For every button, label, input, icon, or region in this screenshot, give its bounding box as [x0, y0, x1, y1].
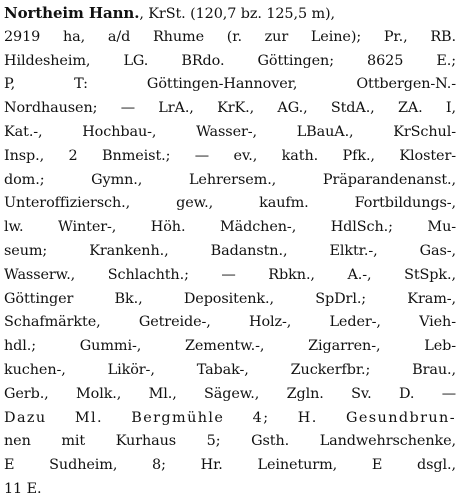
entry-headword: Northeim Hann. [4, 4, 140, 22]
entry-line-16: kuchen-, Likör-, Tabak-, Zuckerfbr.; Brau., [4, 361, 456, 378]
entry-line-4: P, T: Göttingen-Hannover, Ottbergen-N.- [4, 76, 456, 93]
gazetteer-entry [4, 2, 456, 502]
entry-line-6: Kat.-, Hochbau-, Wasser-, LBauA., KrSchul- [4, 123, 456, 140]
entry-line-5: Nordhausen; — LrA., KrK., AG., StdA., ZA. I, [4, 100, 456, 117]
entry-line-8: dom.; Gymn., Lehrersem., Präparandenanst., [4, 171, 456, 188]
entry-line-10: lw. Winter-, Höh. Mädchen-, HdlSch.; Mu- [4, 219, 456, 236]
entry-line-20: E Sudheim, 8; Hr. Leineturm, E dsgl., [4, 457, 456, 474]
entry-line-3: Hildesheim, LG. BRdo. Göttingen; 8625 E.; [4, 52, 456, 69]
entry-line-14: Schafmärkte, Getreide-, Holz-, Leder-, Vieh- [4, 314, 456, 331]
entry-line-17: Gerb., Molk., Ml., Sägew., Zgln. Sv. D. — [4, 385, 456, 402]
entry-line-18: Dazu Ml. Bergmühle 4; H. Gesundbrun- [4, 409, 456, 426]
entry-line-13: Göttinger Bk., Depositenk., SpDrl.; Kram-, [4, 290, 456, 307]
entry-line-1-text: , KrSt. (120,7 bz. 125,5 m), [139, 6, 336, 22]
entry-line-15: hdl.; Gummi-, Zementw.-, Zigarren-, Leb- [4, 338, 456, 355]
entry-line-9: Unteroffiziersch., gew., kaufm. Fortbildungs-, [4, 195, 456, 212]
entry-line-7: Insp., 2 Bnmeist.; — ev., kath. Pfk., Kloster- [4, 147, 456, 164]
entry-line-2: 2919 ha, a/d Rhume (r. zur Leine); Pr., RB. [4, 28, 456, 45]
entry-line-12: Wasserw., Schlachth.; — Rbkn., A.-, StSpk., [4, 266, 456, 283]
entry-line-21: 11 E. [4, 480, 42, 497]
entry-line-1 [4, 2, 456, 26]
entry-line-19: nen mit Kurhaus 5; Gsth. Landwehrschenke, [4, 433, 456, 450]
entry-line-11: seum; Krankenh., Badanstn., Elktr.-, Gas-, [4, 242, 456, 259]
